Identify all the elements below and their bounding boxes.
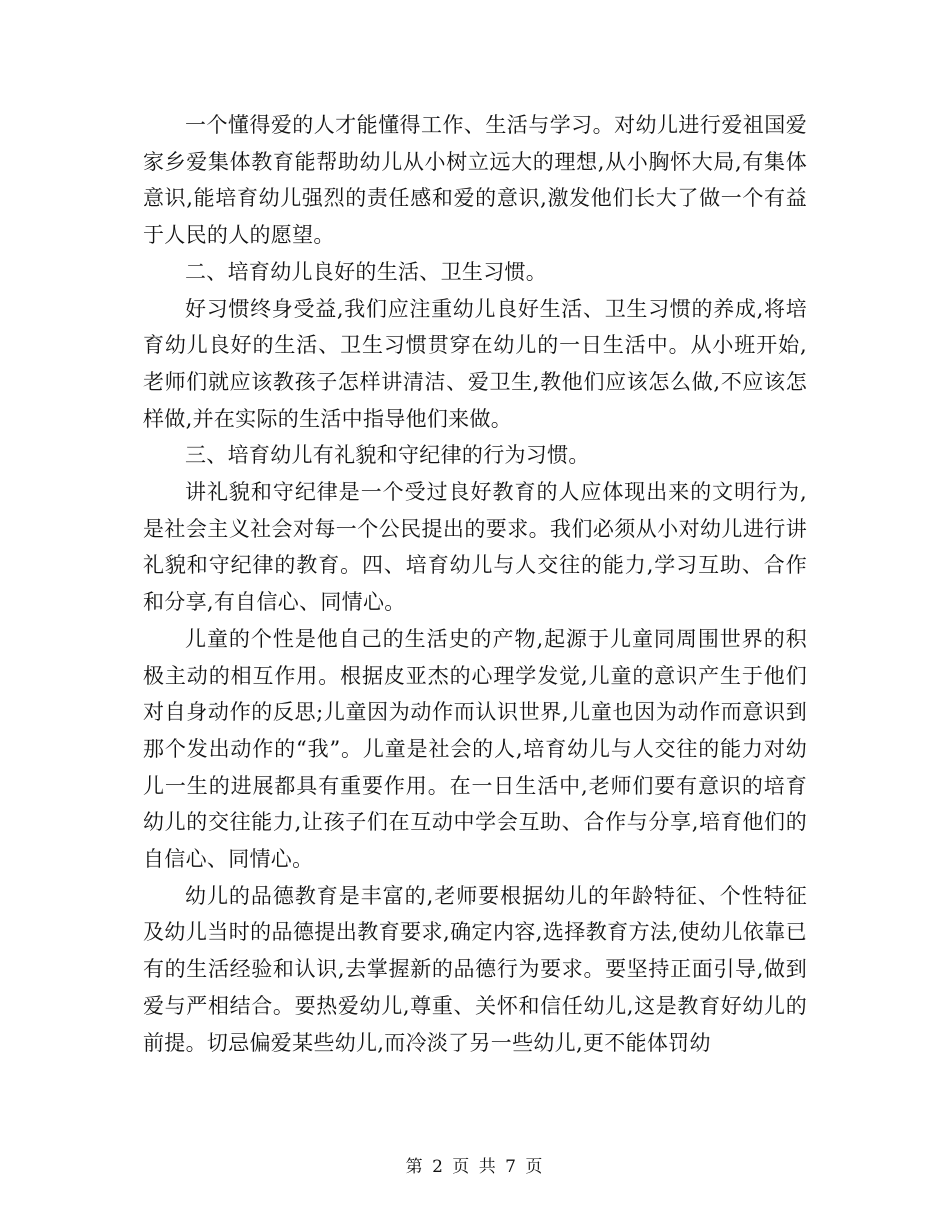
page-number-footer: 第 2 页 共 7 页 bbox=[405, 1157, 545, 1177]
document-body bbox=[143, 107, 807, 1061]
section-heading: 三、培育幼儿有礼貌和守纪律的行为习惯。 bbox=[185, 443, 590, 468]
paragraph: 幼儿的品德教育是丰富的,老师要根据幼儿的年龄特征、个性特征及幼儿当时的品德提出教育要求,确定内容,选择教育方法,使幼儿依靠已有的生活经验和认识,去掌握新的品德行为要求。要坚持正面引导,做到爱与严相结合。要热爱幼儿,尊重、关怀和信任幼儿,这是教育好幼儿的前提。切忌偏爱某些幼儿,而冷淡了另一些幼儿,更不能体罚幼 bbox=[143, 883, 807, 1055]
paragraph: 儿童的个性是他自己的生活史的产物,起源于儿童同周围世界的积极主动的相互作用。根据皮亚杰的心理学发觉,儿童的意识产生于他们对自身动作的反思;儿童因为动作而认识世界,儿童也因为动作而意识到那个发出动作的“我”。儿童是社会的人,培育幼儿与人交往的能力对幼儿一生的进展都具有重要作用。在一日生活中,老师们要有意识的培育幼儿的交往能力,让孩子们在互动中学会互助、合作与分享,培育他们的自信心、同情心。 bbox=[143, 626, 807, 872]
paragraph: 一个懂得爱的人才能懂得工作、生活与学习。对幼儿进行爱祖国爱家乡爱集体教育能帮助幼儿从小树立远大的理想,从小胸怀大局,有集体意识,能培育幼儿强烈的责任感和爱的意识,激发他们长大了做一个有益于人民的人的愿望。 bbox=[143, 113, 807, 248]
paragraph: 讲礼貌和守纪律是一个受过良好教育的人应体现出来的文明行为,是社会主义社会对每一个公民提出的要求。我们必须从小对幼儿进行讲礼貌和守纪律的教育。四、培育幼儿与人交往的能力,学习互助、合作和分享,有自信心、同情心。 bbox=[143, 480, 807, 615]
section-heading: 二、培育幼儿良好的生活、卫生习惯。 bbox=[185, 259, 548, 284]
paragraph: 好习惯终身受益,我们应注重幼儿良好生活、卫生习惯的养成,将培育幼儿良好的生活、卫生习惯贯穿在幼儿的一日生活中。从小班开始,老师们就应该教孩子怎样讲清洁、爱卫生,教他们应该怎么做,不应该怎样做,并在实际的生活中指导他们来做。 bbox=[143, 296, 807, 431]
